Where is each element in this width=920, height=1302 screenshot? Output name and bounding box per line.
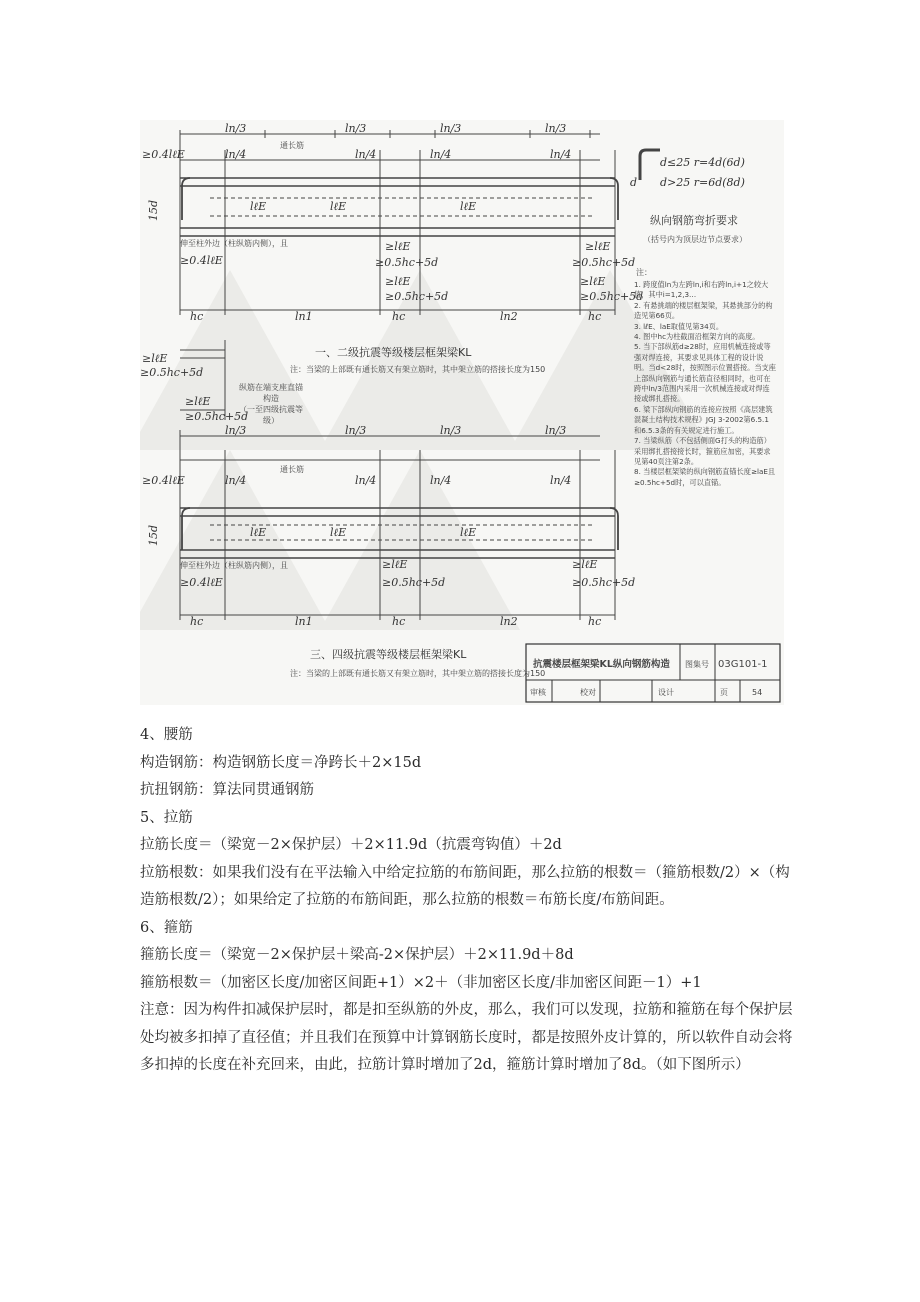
dim-min04-a: ≥0.4lℓE — [142, 148, 185, 161]
note-item: 8. 当楼层框架梁的纵向钢筋直锚长度≥laE且≥0.5hc+5d时，可以直锚。 — [634, 467, 776, 487]
label-tongchangjin-b: 通长筋 — [280, 465, 304, 474]
note-item: 7. 当梁纵筋（不包括侧面G打头的构造筋）采用绑扎搭接接长时，箍筋应加密，其要求见第40页注第2条。 — [634, 436, 771, 466]
dim-min05-side-a: ≥0.5hc+5d — [140, 366, 204, 379]
notes-block — [634, 267, 776, 640]
dim-ln3-f: ln/3 — [345, 424, 367, 437]
dim-lle-b: lℓE — [330, 200, 347, 213]
dim-min04-b: ≥0.4lℓE — [180, 254, 223, 267]
dim-lle-a: lℓE — [250, 200, 267, 213]
note-2: 注：当梁的上部既有通长筋又有架立筋时，其中架立筋的搭接长度为150 — [290, 669, 546, 678]
review-label: 审核 — [530, 688, 546, 697]
dim-hc-a: hc — [190, 310, 204, 323]
paragraph: 箍筋长度＝（梁宽－2×保护层＋梁高-2×保护层）＋2×11.9d＋8d — [140, 947, 574, 963]
dim-ln4-g: ln/4 — [430, 474, 452, 487]
dim-ln3-h: ln/3 — [545, 424, 567, 437]
note-item: 4. 图中hc为柱截面沿框架方向的高度。 — [634, 332, 760, 342]
note-item: 3. lℓE、laE取值见第34页。 — [634, 321, 724, 331]
bend-rule-2: d>25 r=6d(8d) — [660, 176, 745, 189]
paragraph: 拉筋长度＝（梁宽－2×保护层）＋2×11.9d（抗震弯钩值）＋2d — [140, 837, 562, 853]
check-label: 校对 — [580, 688, 596, 697]
rebar-detail-drawing — [140, 120, 784, 705]
atlas-label: 图集号 — [685, 660, 709, 669]
dim-ln3-a: ln/3 — [225, 122, 247, 135]
dim-ln1-b: ln1 — [295, 615, 313, 628]
notes-heading: 注： — [636, 268, 652, 277]
title-2: 三、四级抗震等级楼层框架梁KL — [310, 648, 467, 661]
dim-ln3-b: ln/3 — [345, 122, 367, 135]
notes-list — [634, 280, 776, 488]
paragraph: 构造钢筋：构造钢筋长度＝净跨长＋2×15d — [140, 754, 422, 771]
note-item: 5. 当下部纵筋d≥28时，应用机械连接或等强对焊连接，其要求见具体工程的设计说明。当d<28时，按照图示位置搭接。当支座上部纵向钢筋与通长筋直径相同时，也可在跨中ln/3范围内采用一次机械连接或对焊连接或绑扎搭接。 — [634, 342, 776, 404]
dim-ln4-b: ln/4 — [355, 148, 377, 161]
section-heading-5: 5、拉筋 — [140, 809, 193, 826]
design-label: 设计 — [658, 688, 674, 697]
title-block — [526, 644, 780, 702]
dim-ge-lle-side-a: ≥lℓE — [142, 352, 168, 365]
dim-ln4-f: ln/4 — [355, 474, 377, 487]
bend-requirement — [630, 150, 747, 244]
title-1: 一、二级抗震等级楼层框架梁KL — [315, 346, 472, 359]
dim-ln1-a: ln1 — [295, 310, 313, 323]
paragraph: 抗扭钢筋：算法同贯通钢筋 — [140, 782, 314, 798]
dim-ln4-d: ln/4 — [550, 148, 572, 161]
note-item: 2. 有悬挑端的楼层框架梁，其悬挑部分的构造见第66页。 — [634, 300, 773, 321]
side-label: 纵筋在端支座直锚构造 — [239, 383, 303, 403]
drawing-svg — [140, 120, 784, 705]
dim-ge-lle-side-b: ≥lℓE — [185, 395, 211, 408]
page-no: 54 — [752, 688, 763, 697]
dim-ge-lle-f: ≥lℓE — [572, 558, 598, 571]
bend-sub: （括号内为顶层边节点要求） — [643, 235, 747, 244]
title-block-title: 抗震楼层框架梁KL纵向钢筋构造 — [533, 659, 670, 670]
paragraph: 箍筋根数＝（加密区长度/加密区间距+1）×2＋（非加密区长度/非加密区间距－1）+1 — [140, 974, 702, 991]
dim-min05-f: ≥0.5hc+5d — [572, 576, 636, 589]
dim-min04-d: ≥0.4lℓE — [180, 576, 223, 589]
dim-lle-f: lℓE — [460, 526, 477, 539]
dim-hc-d: hc — [190, 615, 204, 628]
atlas-no: 03G101-1 — [718, 659, 768, 670]
note-1: 注：当梁的上部既有通长筋又有架立筋时，其中架立筋的搭接长度为150 — [290, 365, 546, 374]
dim-hc-f: hc — [588, 615, 602, 628]
dim-min05-b: ≥0.5hc+5d — [572, 256, 636, 269]
dim-ge-lle-a: ≥lℓE — [385, 240, 411, 253]
note-item: 6. 梁下部纵向钢筋的连接应按照《高层建筑混凝土结构技术规程》JGJ 3-2002第6.5.1和6.5.3条的有关规定进行施工。 — [634, 404, 773, 435]
dim-15d-a: 15d — [147, 199, 160, 221]
dim-15d-b: 15d — [147, 524, 160, 546]
dim-ln4-h: ln/4 — [550, 474, 572, 487]
dim-ln3-e: ln/3 — [225, 424, 247, 437]
note-item: 1. 跨度值ln为左跨ln,i和右跨ln,i+1之较大值，其中i=1,2,3… — [634, 280, 769, 300]
page-label: 页 — [720, 688, 728, 697]
paragraph: 拉筋根数：如果我们没有在平法输入中给定拉筋的布筋间距，那么拉筋的根数＝（箍筋根数/2）×（构造筋根数/2）；如果给定了拉筋的布筋间距，那么拉筋的根数＝布筋长度/布筋间距。 — [140, 864, 790, 908]
extend-note-b: 伸至柱外边（柱纵筋内侧），且 — [180, 561, 288, 570]
dim-ln4-e: ln/4 — [225, 474, 247, 487]
dim-ge-lle-b: ≥lℓE — [585, 240, 611, 253]
dim-lle-d: lℓE — [250, 526, 267, 539]
article-body — [140, 722, 800, 1080]
dim-min05-d: ≥0.5hc+5d — [580, 290, 644, 303]
bend-d: d — [630, 176, 638, 189]
extend-note-a: 伸至柱外边（柱纵筋内侧），且 — [180, 239, 288, 248]
section-heading-4: 4、腰筋 — [140, 727, 193, 743]
dim-hc-e: hc — [392, 615, 406, 628]
dim-min04-c: ≥0.4lℓE — [142, 474, 185, 487]
label-tongchangjin-a: 通长筋 — [280, 141, 304, 150]
dim-ln4-a: ln/4 — [225, 148, 247, 161]
dim-min05-c: ≥0.5hc+5d — [385, 290, 449, 303]
dim-hc-c: hc — [588, 310, 602, 323]
dim-ge-lle-c: ≥lℓE — [385, 275, 411, 288]
dim-ge-lle-e: ≥lℓE — [382, 558, 408, 571]
dim-ln2-b: ln2 — [500, 615, 518, 628]
dim-ln3-g: ln/3 — [440, 424, 462, 437]
dim-ge-lle-d: ≥lℓE — [580, 275, 606, 288]
dim-min05-a: ≥0.5hc+5d — [375, 256, 439, 269]
section-heading-6: 6、箍筋 — [140, 919, 193, 936]
dim-lle-c: lℓE — [460, 200, 477, 213]
dim-min05-e: ≥0.5hc+5d — [382, 576, 446, 589]
dim-ln2-a: ln2 — [500, 310, 518, 323]
dim-hc-b: hc — [392, 310, 406, 323]
dim-ln3-c: ln/3 — [440, 122, 462, 135]
bend-title: 纵向钢筋弯折要求 — [650, 214, 738, 227]
dim-ln4-c: ln/4 — [430, 148, 452, 161]
dim-ln3-d: ln/3 — [545, 122, 567, 135]
paragraph: 注意：因为构件扣减保护层时，都是扣至纵筋的外皮，那么，我们可以发现，拉筋和箍筋在每个保护层处均被多扣掉了直径值；并且我们在预算中计算钢筋长度时，都是按照外皮计算的，所以软件自动会将多扣掉的长度在补充回来，由此，拉筋计算时增加了2d，箍筋计算时增加了8d。（如下图所示） — [140, 1002, 793, 1073]
dim-min05-side-b: ≥0.5hc+5d — [185, 410, 249, 423]
side-sub: （一至四级抗震等级） — [239, 405, 303, 425]
dim-lle-e: lℓE — [330, 526, 347, 539]
bend-rule-1: d≤25 r=4d(6d) — [660, 156, 745, 169]
